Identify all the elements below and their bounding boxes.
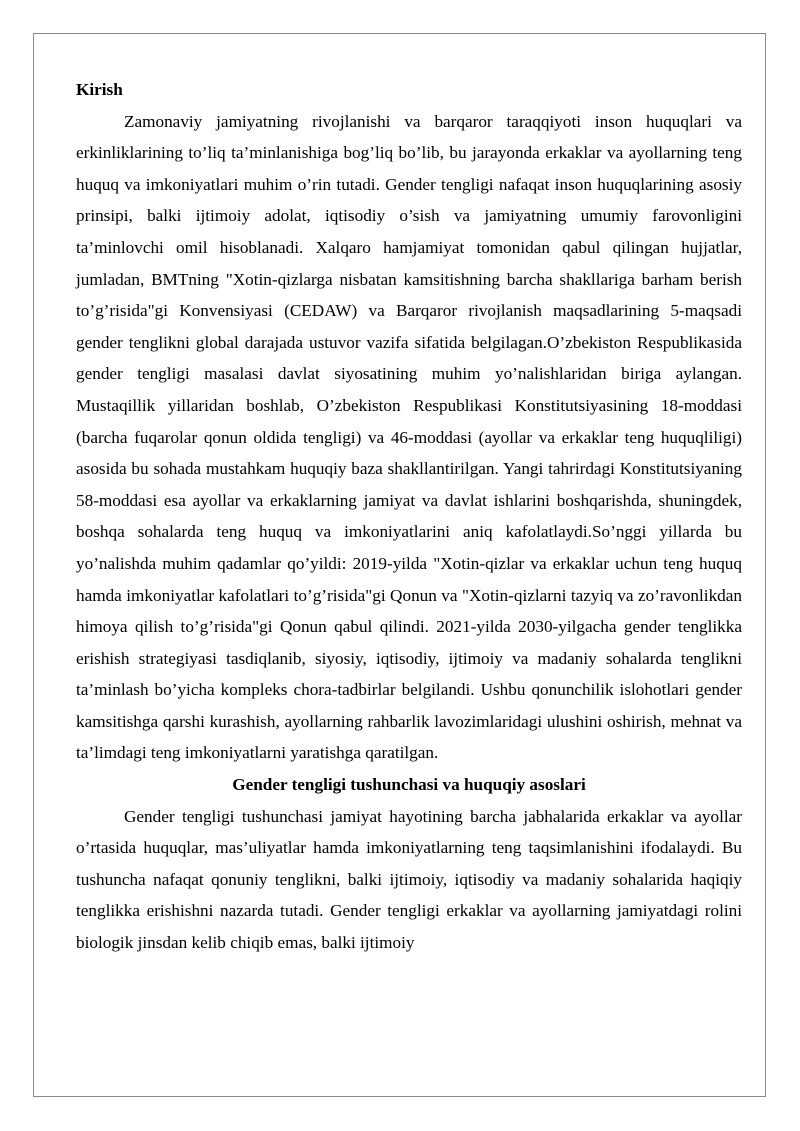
section-heading: Gender tengligi tushunchasi va huquqiy asoslari [232, 775, 586, 795]
section-paragraph: Gender tengligi tushunchasi jamiyat hayotining barcha jabhalarida erkaklar va ayollar o’rtasida huquqlar, mas’uliyatlar hamda imkoniyatlarning teng taqsimlanishini ifodalaydi. Bu tushuncha nafaqat qonuniy tenglikni, balki ijtimoiy, iqtisodiy va madaniy sohalarida haqiqiy tenglikka erishishni nazarda tutadi. Gender tengligi erkaklar va ayollarning jamiyatdagi rolini biologik jinsdan kelib chiqib emas, balki ijtimoiy [76, 806, 742, 953]
intro-paragraph: Zamonaviy jamiyatning rivojlanishi va barqaror taraqqiyoti inson huquqlari va erkinliklarining to’liq ta’minlanishiga bog’liq bo’lib, bu jarayonda erkaklar va ayollarning teng huquq va imkoniyatlari muhim o’rin tutadi. Gender tengligi nafaqat inson huquqlarining asosiy prinsipi, balki ijtimoiy adolat, iqtisodiy o’sish va jamiyatning umumiy farovonligini ta’minlovchi omil hisoblanadi. Xalqaro hamjamiyat tomonidan qabul qilingan hujjatlar, jumladan, BMTning "Xotin-qizlarga nisbatan kamsitishning barcha shakllariga barham berish to’g’risida"gi Konvensiyasi (CEDAW) va Barqaror rivojlanish maqsadlarining 5-maqsadi gender tenglikni global darajada ustuvor vazifa sifatida belgilagan.O’zbekiston Respublikasida gender tengligi masalasi davlat siyosatining muhim yo’nalishlaridan biriga aylangan. Mustaqillik yillaridan boshlab, O’zbekiston Respublikasi Konstitutsiyasining 18-moddasi (barcha fuqarolar qonun oldida tengligi) va 46-moddasi (ayollar va erkaklar teng huquqliligi) asosida bu sohada mustahkam huquqiy baza shakllantirilgan. Yangi tahrirdagi Konstitutsiyaning 58-moddasi esa ayollar va erkaklarning jamiyat va davlat ishlarini boshqarishda, shuningdek, boshqa sohalarda teng huquq va imkoniyatlarini aniq kafolatlaydi.So’nggi yillarda bu yo’nalishda muhim qadamlar qo’yildi: 2019-yilda "Xotin-qizlar va erkaklar uchun teng huquq hamda imkoniyatlar kafolatlari to’g’risida"gi Qonun va "Xotin-qizlarni tazyiq va zo’ravonlikdan himoya qilish to’g’risida"gi Qonun qabul qilindi. 2021-yilda 2030-yilgacha gender tenglikka erishish strategiyasi tasdiqlanib, siyosiy, iqtisodiy, ijtimoiy va madaniy sohalarda tenglikni ta’minlash bo’yicha kompleks chora-tadbirlar belgilandi. Ushbu qonunchilik islohotlari gender kamsitishga qarshi kurashish, ayollarning rahbarlik lavozimlaridagi ulushini oshirish, mehnat va ta’limdagi teng imkoniyatlarni yaratishga qaratilgan. [76, 111, 742, 763]
document-body [76, 74, 742, 959]
intro-heading: Kirish [76, 80, 123, 99]
